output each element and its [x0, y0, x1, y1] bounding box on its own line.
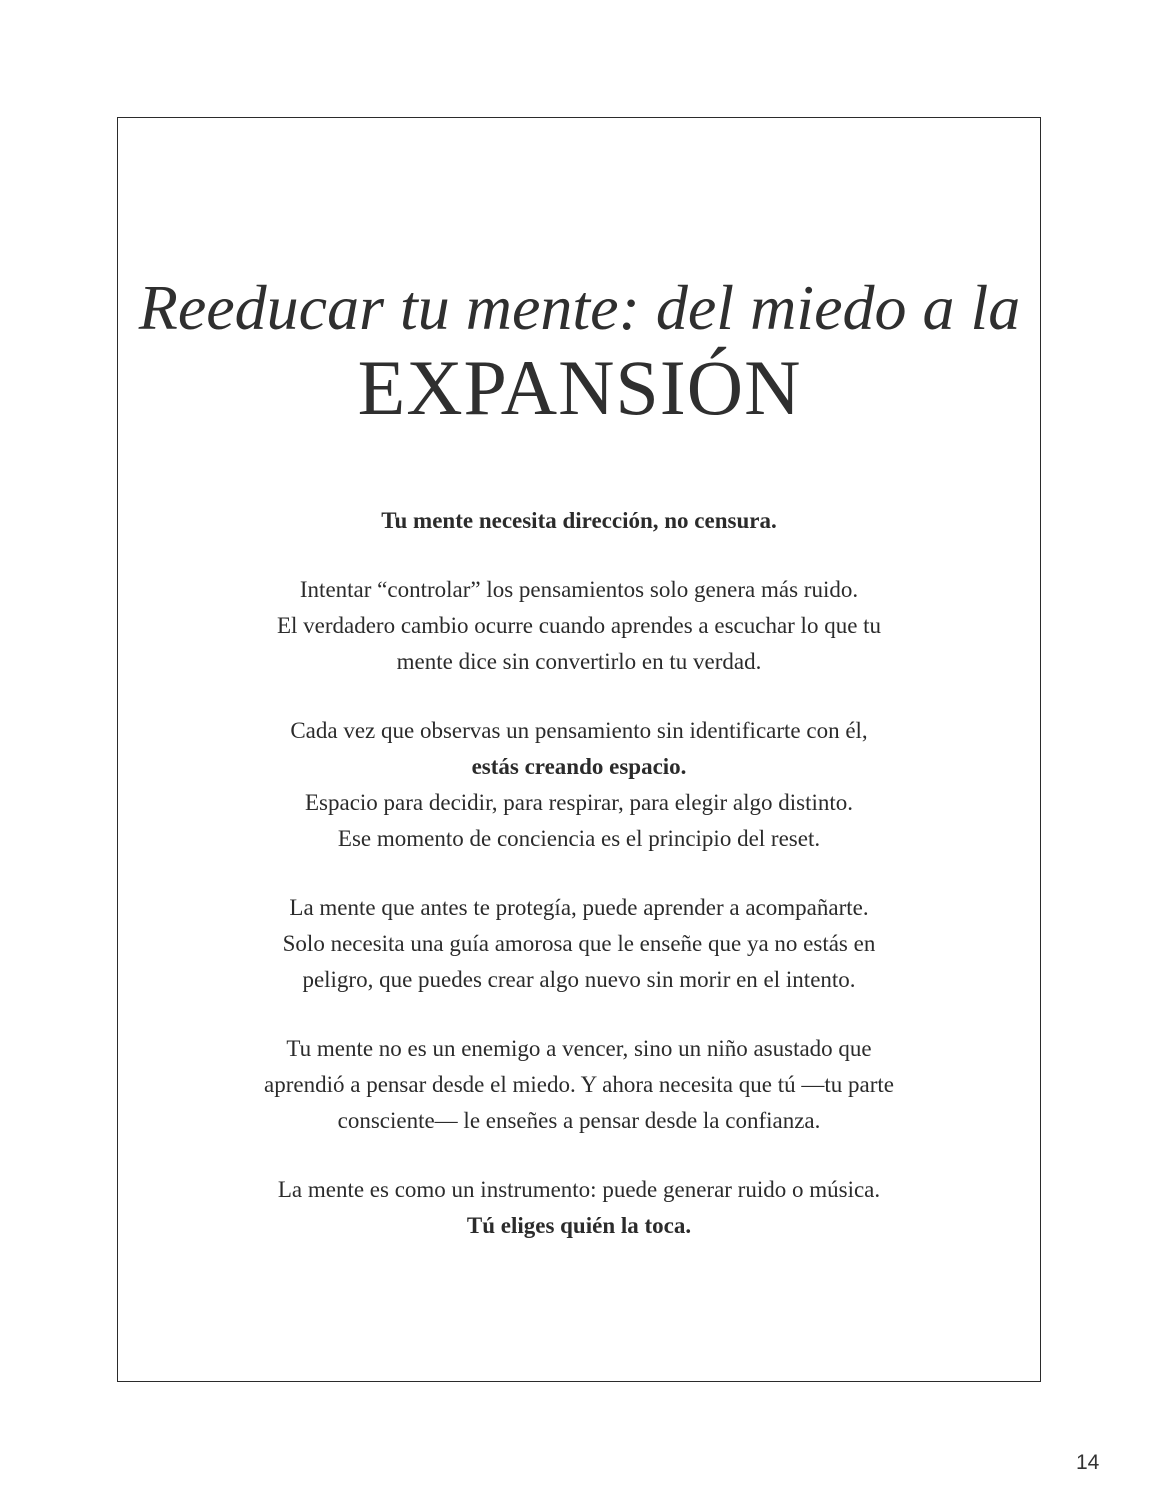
text-line: estás creando espacio.: [471, 754, 687, 779]
text-line: Intentar “controlar” los pensamientos solo genera más ruido.: [299, 577, 859, 602]
title-main-word: EXPANSIÓN: [357, 344, 802, 431]
paragraph: [117, 1172, 1041, 1244]
paragraph: [117, 503, 1041, 539]
text-line: peligro, que puedes crear algo nuevo sin morir en el intento.: [302, 967, 856, 992]
text-line: El verdadero cambio ocurre cuando aprendes a escuchar lo que tu: [276, 613, 882, 638]
paragraph: [117, 890, 1041, 998]
text-line: mente dice sin convertirlo en tu verdad.: [396, 649, 762, 674]
text-line: consciente— le enseñes a pensar desde la confianza.: [337, 1108, 821, 1133]
text-line: aprendió a pensar desde el miedo. Y ahora necesita que tú —tu parte: [264, 1072, 894, 1097]
text-line: Espacio para decidir, para respirar, para elegir algo distinto.: [304, 790, 853, 815]
text-line: Tu mente necesita dirección, no censura.: [381, 508, 777, 533]
text-line: Tú eliges quién la toca.: [466, 1213, 692, 1238]
title-italic-line: Reeducar tu mente: del miedo a la: [138, 272, 1021, 343]
text-line: Ese momento de conciencia es el principio del reset.: [337, 826, 821, 851]
paragraph: [117, 713, 1041, 857]
paragraph: [117, 572, 1041, 680]
text-line: Solo necesita una guía amorosa que le enseñe que ya no estás en: [282, 931, 876, 956]
page-number: 14: [1076, 1451, 1100, 1474]
text-line: La mente que antes te protegía, puede aprender a acompañarte.: [289, 895, 869, 920]
text-line: Cada vez que observas un pensamiento sin identificarte con él,: [290, 718, 868, 743]
body-text: [117, 503, 1041, 1244]
text-line: Tu mente no es un enemigo a vencer, sino un niño asustado que: [286, 1036, 872, 1061]
text-line: La mente es como un instrumento: puede generar ruido o música.: [277, 1177, 881, 1202]
paragraph: [117, 1031, 1041, 1139]
